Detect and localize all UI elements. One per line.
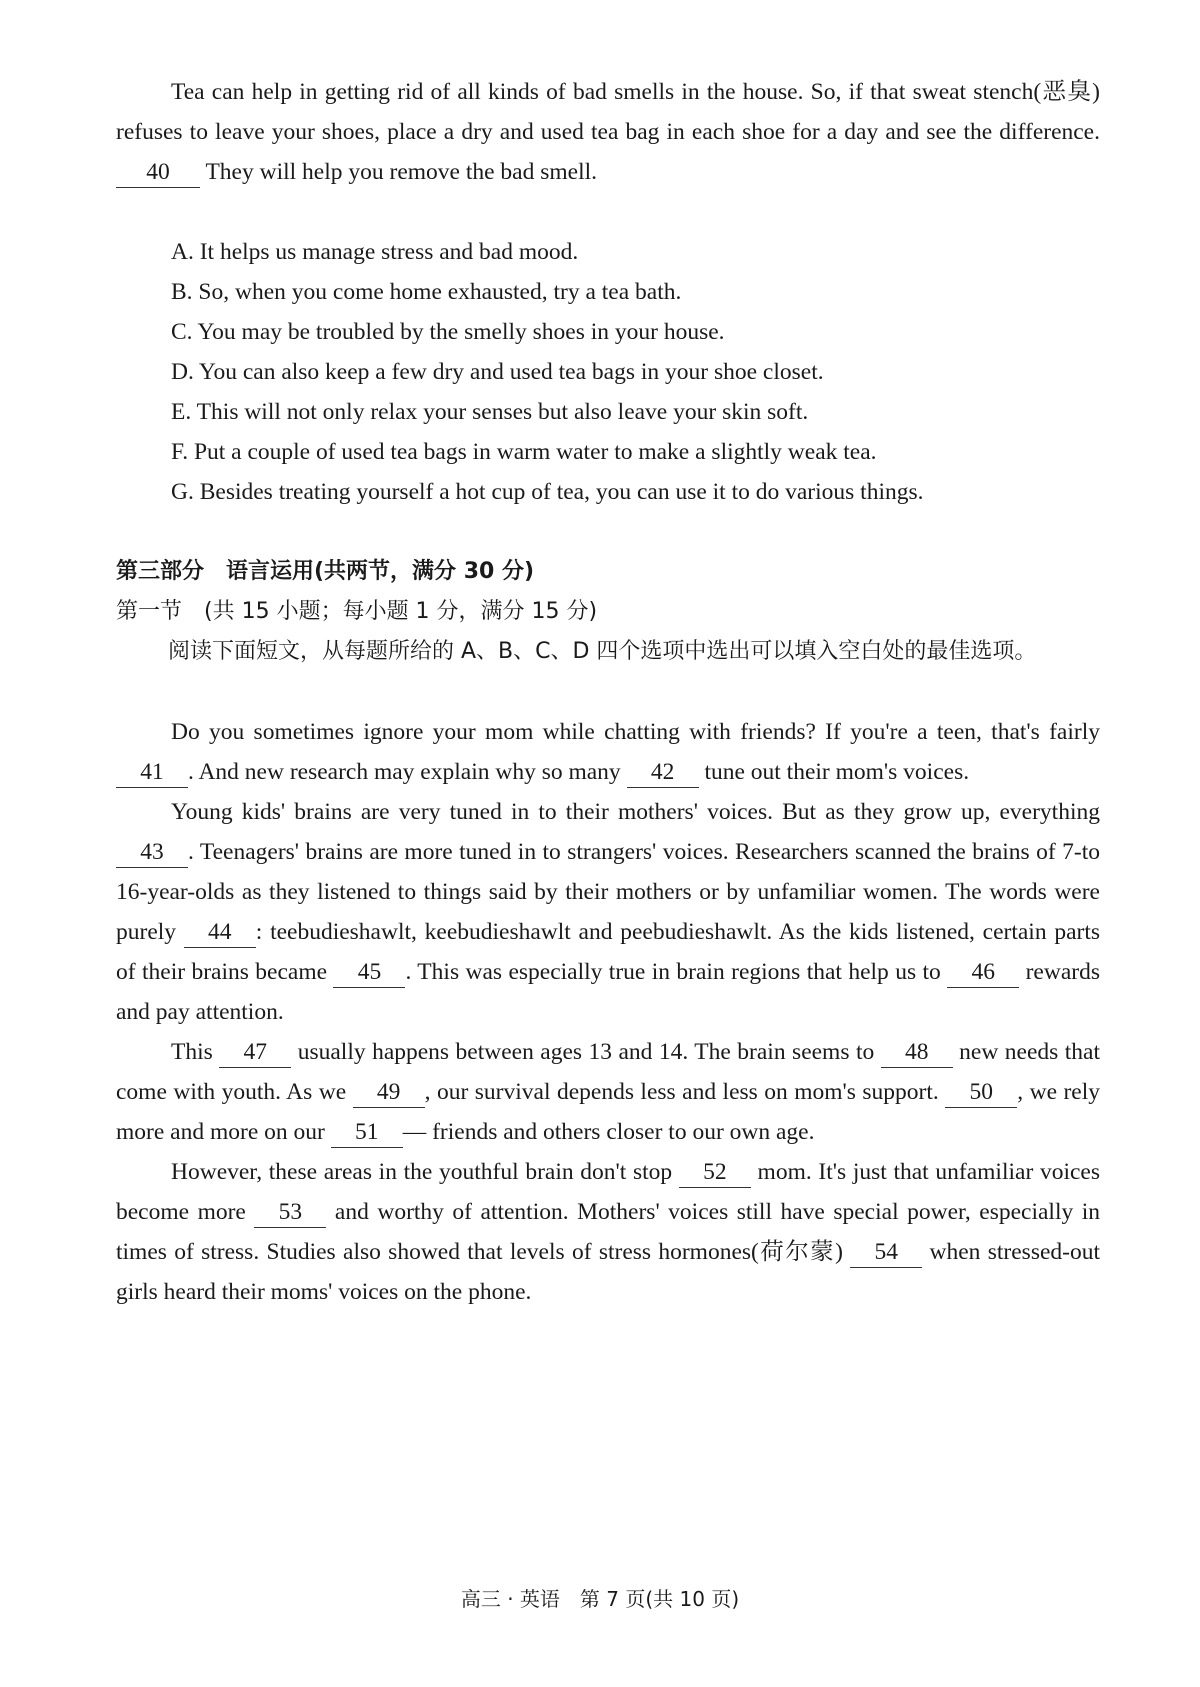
- blank-43: 43: [116, 837, 188, 868]
- passage-text: However, these areas in the youthful brain don't stop: [171, 1159, 673, 1185]
- option-e: E. This will not only relax your senses but also leave your skin soft.: [171, 399, 809, 425]
- blank-51: 51: [331, 1117, 403, 1148]
- tea-smell-paragraph: [116, 72, 1100, 192]
- passage-text: . This was especially true in brain regions that help us to: [405, 959, 941, 985]
- blank-46: 46: [947, 957, 1019, 988]
- passage-text: Do you sometimes ignore your mom while chatting with friends? If you're a teen, that's fairly: [171, 719, 1100, 745]
- paragraph-text: They will help you remove the bad smell.: [205, 159, 598, 185]
- section-subtitle: 第一节 (共 15 小题；每小题 1 分，满分 15 分): [116, 599, 598, 624]
- passage-text: tune out their mom's voices.: [704, 759, 970, 785]
- blank-45: 45: [333, 957, 405, 988]
- passage-text: This: [171, 1039, 213, 1065]
- passage-text: usually happens between ages 13 and 14. The brain seems to: [297, 1039, 875, 1065]
- passage-text: mom. It's just that unfamiliar voices become more: [116, 1159, 1100, 1225]
- passage-paragraph-4: [116, 1152, 1100, 1312]
- blank-50: 50: [945, 1077, 1017, 1108]
- blank-44: 44: [184, 917, 256, 948]
- passage-text: . Teenagers' brains are more tuned in to strangers' voices. Researchers scanned the brains of 7-to 16-year-olds as they listened to things said by their mothers or by unfamiliar women. The words were purely: [116, 839, 1100, 945]
- option-c: C. You may be troubled by the smelly shoes in your house.: [171, 319, 725, 345]
- passage-paragraph-1: [116, 712, 1100, 792]
- blank-48: 48: [881, 1037, 953, 1068]
- passage-paragraph-2: [116, 792, 1100, 1032]
- passage-text: , our survival depends less and less on mom's support.: [424, 1079, 939, 1105]
- cloze-passage: [116, 712, 1100, 1312]
- passage-text: new needs that come with youth. As we: [116, 1039, 1100, 1105]
- option-d: D. You can also keep a few dry and used tea bags in your shoe closet.: [171, 359, 824, 385]
- option-a: A. It helps us manage stress and bad mood.: [171, 239, 579, 265]
- exam-page: [116, 72, 1100, 1312]
- passage-text: — friends and others closer to our own age.: [402, 1119, 815, 1145]
- passage-text: and worthy of attention. Mothers' voices still have special power, especially in times of stress. Studies also showed that levels of stress hormones(荷尔蒙): [116, 1199, 1101, 1265]
- blank-47: 47: [219, 1037, 291, 1068]
- passage-text: . And new research may explain why so many: [188, 759, 621, 785]
- blank-53: 53: [254, 1197, 326, 1228]
- blank-49: 49: [353, 1077, 425, 1108]
- section-title: 第三部分 语言运用(共两节，满分 30 分): [116, 559, 535, 584]
- option-list: [116, 232, 1100, 512]
- option-g: G. Besides treating yourself a hot cup of tea, you can use it to do various things.: [171, 479, 924, 505]
- option-f: F. Put a couple of used tea bags in warm water to make a slightly weak tea.: [171, 439, 877, 465]
- page-footer: 高三 · 英语 第 7 页(共 10 页): [460, 1587, 740, 1611]
- blank-41: 41: [116, 757, 188, 788]
- blank-54: 54: [850, 1237, 922, 1268]
- section-instruction: 阅读下面短文，从每题所给的 A、B、C、D 四个选项中选出可以填入空白处的最佳选项。: [168, 639, 1037, 664]
- paragraph-text: Tea can help in getting rid of all kinds of bad smells in the house. So, if that sweat stench(恶臭) refuses to leave your shoes, place a dry and used tea bag in each shoe for a day and see the difference.: [116, 79, 1100, 145]
- blank-52: 52: [679, 1157, 751, 1188]
- passage-paragraph-3: [116, 1032, 1100, 1152]
- blank-40: 40: [116, 157, 200, 188]
- passage-text: Young kids' brains are very tuned in to their mothers' voices. But as they grow up, everything: [171, 799, 1100, 825]
- blank-42: 42: [627, 757, 699, 788]
- passage-text: : teebudieshawlt, keebudieshawlt and peebudieshawlt. As the kids listened, certain parts of their brains became: [116, 919, 1101, 985]
- passage-text: rewards and pay attention.: [116, 959, 1100, 1025]
- option-b: B. So, when you come home exhausted, try a tea bath.: [171, 279, 682, 305]
- passage-text: , we rely more and more on our: [116, 1079, 1100, 1145]
- passage-text: when stressed-out girls heard their moms' voices on the phone.: [116, 1239, 1100, 1305]
